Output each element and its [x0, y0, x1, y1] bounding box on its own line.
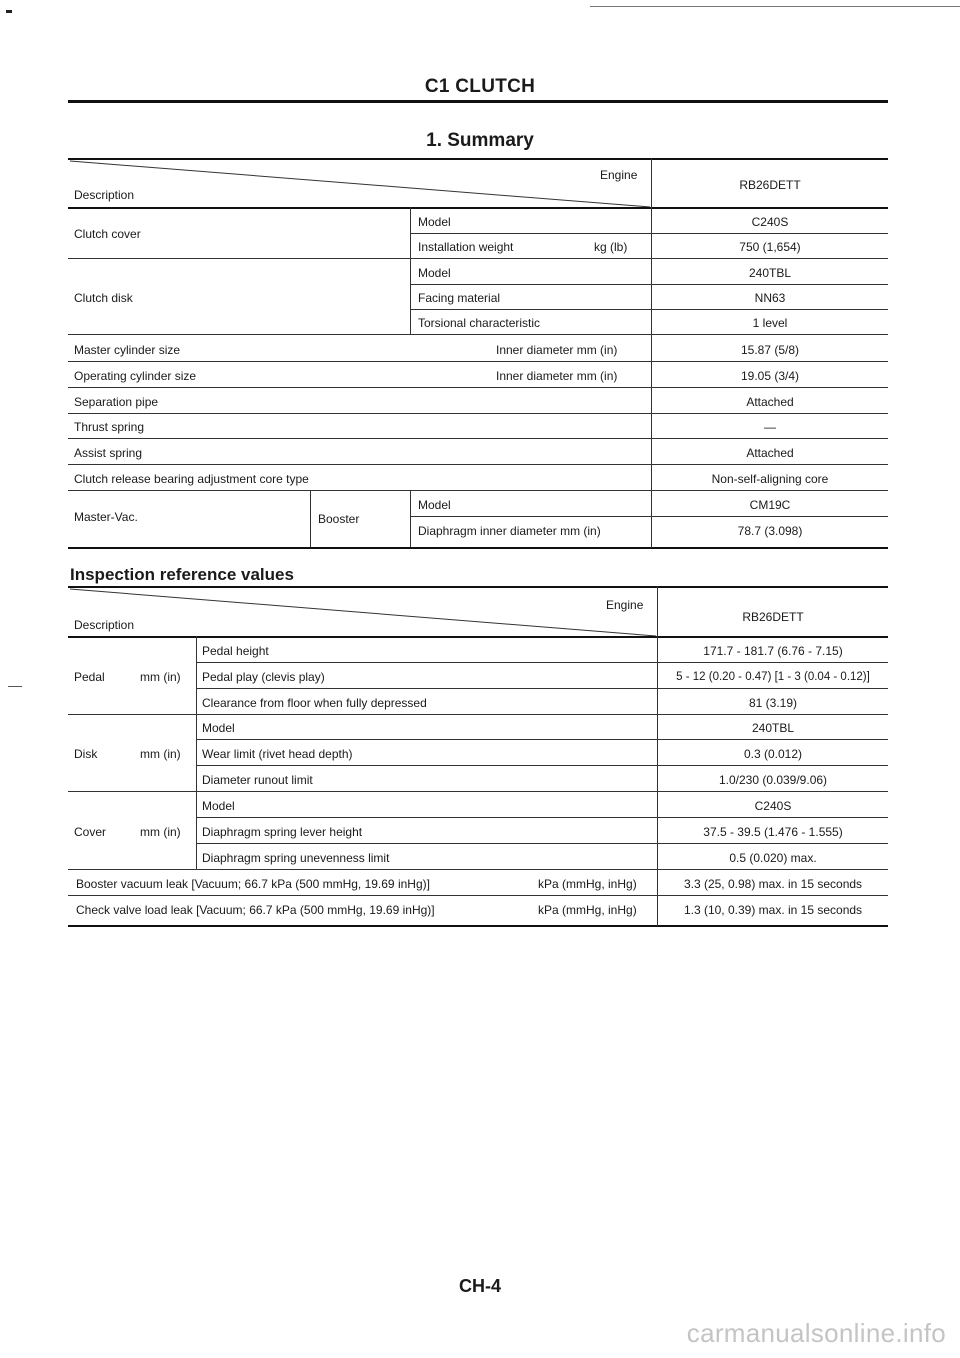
row-rule [196, 817, 888, 818]
disk-model-item: Model [202, 721, 235, 735]
operating-cylinder-label: Operating cylinder size [74, 369, 197, 383]
clutch-disk-label: Clutch disk [74, 291, 133, 305]
disk-label: Disk [74, 747, 98, 761]
row-rule [68, 791, 888, 792]
cover-lever-value: 37.5 - 39.5 (1.476 - 1.555) [703, 825, 843, 839]
master-cylinder-label: Master cylinder size [74, 343, 181, 357]
clutch-cover-model-item: Model [418, 215, 451, 229]
booster-leak-value: 3.3 (25, 0.98) max. in 15 seconds [683, 877, 863, 891]
clutch-disk-facing-value: NN63 [754, 291, 786, 305]
page-title: C1 CLUTCH [424, 76, 536, 97]
pedal-clearance-value: 81 (3.19) [748, 696, 798, 710]
inspection-engine-label: Engine [606, 598, 644, 612]
pedal-play-item: Pedal play (clevis play) [202, 670, 325, 684]
check-valve-leak-unit: kPa (mmHg, inHg) [538, 903, 637, 917]
clutch-cover-weight-item: Installation weight [418, 240, 514, 254]
thrust-spring-value: — [764, 420, 776, 434]
separation-pipe-label: Separation pipe [74, 395, 159, 409]
pedal-unit: mm (in) [140, 670, 181, 684]
pedal-label: Pedal [74, 670, 105, 684]
cover-lever-item: Diaphragm spring lever height [202, 825, 363, 839]
inspection-bottom-rule [68, 925, 888, 927]
clutch-disk-model-item: Model [418, 266, 451, 280]
master-vac-model-item: Model [418, 498, 451, 512]
disk-runout-value: 1.0/230 (0.039/9.06) [718, 773, 828, 787]
summary-engine-label: Engine [600, 168, 638, 182]
row-rule [68, 869, 888, 870]
inspection-description-label: Description [74, 618, 135, 632]
disk-runout-item: Diameter runout limit [202, 773, 313, 787]
row-rule [196, 765, 888, 766]
release-bearing-value: Non-self-aligning core [711, 472, 829, 486]
row-rule [196, 662, 888, 663]
row-rule [196, 739, 888, 740]
master-cylinder-value: 15.87 (5/8) [740, 343, 800, 357]
clutch-cover-model-value: C240S [751, 215, 789, 229]
master-vac-diaphragm-item: Diaphragm inner diameter mm (in) [418, 524, 601, 538]
pedal-height-value: 171.7 - 181.7 (6.76 - 7.15) [703, 644, 843, 658]
summary-description-label: Description [74, 188, 135, 202]
pedal-play-value: 5 - 12 (0.20 - 0.47) [1 - 3 (0.04 - 0.12)] [676, 671, 870, 683]
summary-engine-model: RB26DETT [739, 178, 801, 192]
clutch-disk-torsional-value: 1 level [752, 316, 788, 330]
thrust-spring-label: Thrust spring [74, 420, 145, 434]
row-rule [68, 895, 888, 896]
row-rule [68, 714, 888, 715]
operating-cylinder-unit: Inner diameter mm (in) [496, 369, 618, 383]
cover-unit: mm (in) [140, 825, 181, 839]
pedal-height-item: Pedal height [202, 644, 269, 658]
cover-unevenness-value: 0.5 (0.020) max. [729, 851, 817, 865]
disk-wear-item: Wear limit (rivet head depth) [202, 747, 353, 761]
summary-title: 1. Summary [426, 130, 534, 151]
cover-unevenness-item: Diaphragm spring unevenness limit [202, 851, 390, 865]
clutch-disk-facing-item: Facing material [418, 291, 501, 305]
cover-model-item: Model [202, 799, 235, 813]
disk-model-value: 240TBL [751, 721, 795, 735]
master-cylinder-unit: Inner diameter mm (in) [496, 343, 618, 357]
inspection-header-rule [68, 636, 888, 638]
master-vac-diaphragm-value: 78.7 (3.098) [737, 524, 803, 538]
clutch-cover-weight-unit: kg (lb) [594, 240, 628, 254]
separation-pipe-value: Attached [746, 395, 794, 409]
row-rule [196, 688, 888, 689]
booster-label: Booster [318, 512, 360, 526]
clutch-cover-weight-value: 750 (1,654) [739, 240, 801, 254]
value-column-rule [657, 586, 658, 926]
assist-spring-label: Assist spring [74, 446, 143, 460]
page-number: CH-4 [458, 1276, 501, 1296]
cover-label: Cover [74, 825, 107, 839]
clutch-disk-torsional-item: Torsional characteristic [418, 316, 541, 330]
disk-unit: mm (in) [140, 747, 181, 761]
disk-wear-value: 0.3 (0.012) [743, 747, 803, 761]
inspection-title: Inspection reference values [70, 565, 294, 584]
operating-cylinder-value: 19.05 (3/4) [740, 369, 800, 383]
watermark: carmanualsonline.info [686, 1318, 946, 1348]
clutch-disk-model-value: 240TBL [748, 266, 792, 280]
assist-spring-value: Attached [746, 446, 794, 460]
pedal-clearance-item: Clearance from floor when fully depressed [202, 696, 427, 710]
booster-leak-unit: kPa (mmHg, inHg) [538, 877, 637, 891]
master-vac-label: Master-Vac. [74, 510, 138, 524]
item-column-rule [196, 636, 197, 869]
clutch-cover-label: Clutch cover [74, 227, 141, 241]
inspection-engine-model: RB26DETT [742, 610, 804, 624]
master-vac-model-value: CM19C [749, 498, 791, 512]
booster-leak-label: Booster vacuum leak [Vacuum; 66.7 kPa (500 mmHg, 19.69 inHg)] [76, 877, 430, 891]
release-bearing-label: Clutch release bearing adjustment core type [74, 472, 309, 486]
check-valve-leak-label: Check valve load leak [Vacuum; 66.7 kPa (500 mmHg, 19.69 inHg)] [76, 903, 435, 917]
check-valve-leak-value: 1.3 (10, 0.39) max. in 15 seconds [683, 903, 863, 917]
row-rule [196, 843, 888, 844]
cover-model-value: C240S [754, 799, 792, 813]
